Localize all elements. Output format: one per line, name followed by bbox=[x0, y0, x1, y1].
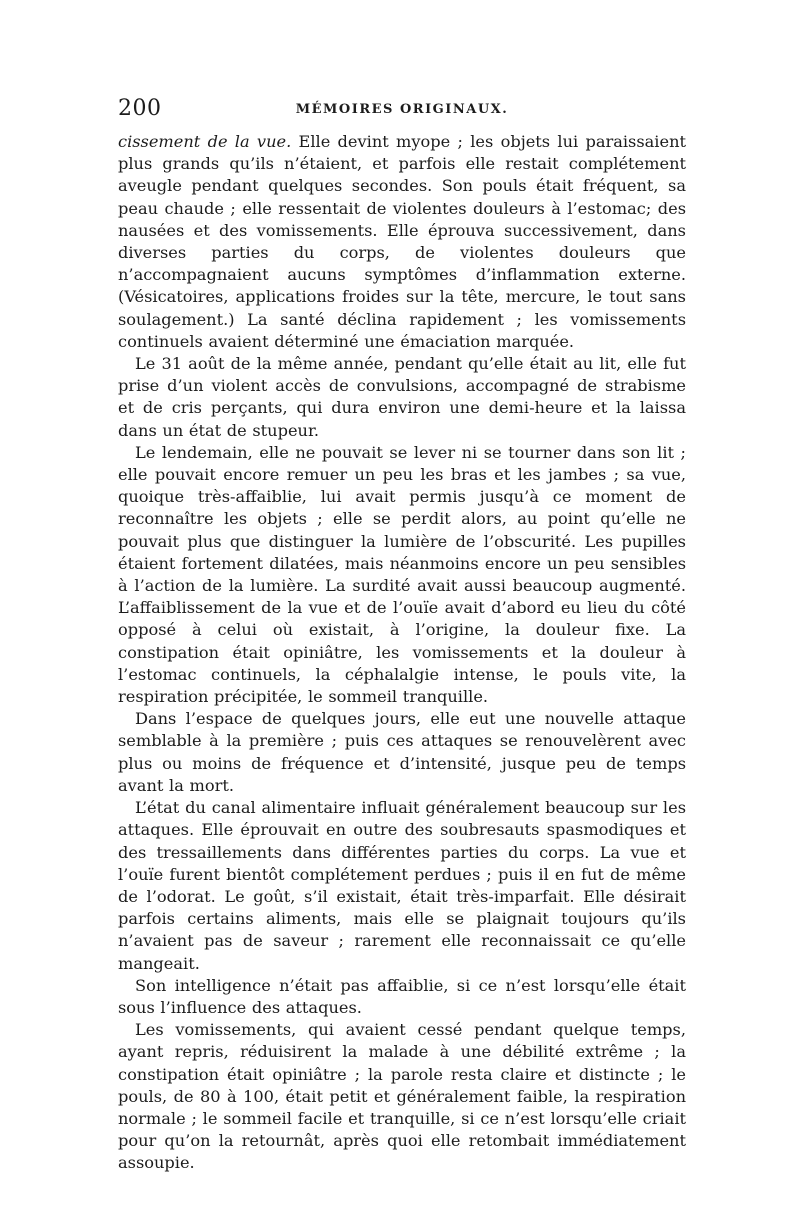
paragraph-1 bbox=[118, 131, 686, 353]
paragraph-2: Le 31 août de la même année, pendant qu’elle était au lit, elle fut prise d’un violent accès de convulsions, accompagné de strabisme et de cris perçants, qui dura environ une demi-heure et la laissa dans un état de stupeur. bbox=[118, 354, 686, 440]
page-header bbox=[118, 96, 686, 128]
paragraph-7: Les vomissements, qui avaient cessé pendant quelque temps, ayant repris, réduisirent la malade à une débilité extrême ; la constipation était opiniâtre ; la parole resta claire et distincte ; le pouls, de 80 à 100, était petit et généralement faible, la respiration normale ; le sommeil facile et tranquille, si ce n’est lorsqu’elle criait pour qu’on la retournât, après quoi elle retombait immédiatement assoupie. bbox=[118, 1020, 686, 1173]
page-number: 200 bbox=[118, 96, 162, 121]
paragraph-3: Le lendemain, elle ne pouvait se lever ni se tourner dans son lit ; elle pouvait encore remuer un peu les bras et les jambes ; sa vue, quoique très-affaiblie, lui avait permis jusqu’à ce moment de reconnaître les objets ; elle se perdit alors, au point qu’elle ne pouvait plus que distinguer la lumière de l’obscurité. Les pupilles étaient fortement dilatées, mais néanmoins encore un peu sensibles à l’action de la lumière. La surdité avait aussi beaucoup augmenté. L’affaiblissement de la vue et de l’ouïe avait d’abord eu lieu du côté opposé à celui où existait, à l’origine, la douleur fixe. La constipation était opiniâtre, les vomissements et la douleur à l’estomac continuels, la céphalalgie intense, le pouls vite, la respiration précipitée, le sommeil tranquille. bbox=[118, 442, 686, 707]
body-text bbox=[118, 131, 686, 1175]
paragraph-1-italic-lead: cissement de la vue. bbox=[118, 132, 292, 151]
paragraph-1-text: Elle devint myope ; les objets lui paraissaient plus grands qu’ils n’étaient, et parfois elle restait complétement aveugle pendant quelques secondes. Son pouls était fréquent, sa peau chaude ; elle ressentait de violentes douleurs à l’estomac; des nausées et des vomissements. Elle éprouva successivement, dans diverses parties du corps, de violentes douleurs que n’accompagnaient aucuns symptômes d’inflammation externe. (Vésicatoires, applications froides sur la tête, mercure, le tout sans soulagement.) La santé déclina rapidement ; les vomissements continuels avaient déterminé une émaciation marquée. bbox=[118, 132, 686, 351]
paragraph-4: Dans l’espace de quelques jours, elle eut une nouvelle attaque semblable à la première ; puis ces attaques se renouvelèrent avec plus ou moins de fréquence et d’intensité, jusque peu de temps avant la mort. bbox=[118, 709, 686, 795]
paragraph-5: L’état du canal alimentaire influait généralement beaucoup sur les attaques. Elle éprouvait en outre des soubresauts spasmodiques et des tressaillements dans différentes parties du corps. La vue et l’ouïe furent bientôt complétement perdues ; puis il en fut de même de l’odorat. Le goût, s’il existait, était très-imparfait. Elle désirait parfois certains aliments, mais elle se plaignait toujours qu’ils n’avaient pas de saveur ; rarement elle reconnaissait ce qu’elle mangeait. bbox=[118, 798, 686, 973]
running-title: MÉMOIRES ORIGINAUX. bbox=[295, 102, 509, 117]
paragraph-6: Son intelligence n’était pas affaiblie, si ce n’est lorsqu’elle était sous l’influence des attaques. bbox=[118, 975, 686, 1017]
